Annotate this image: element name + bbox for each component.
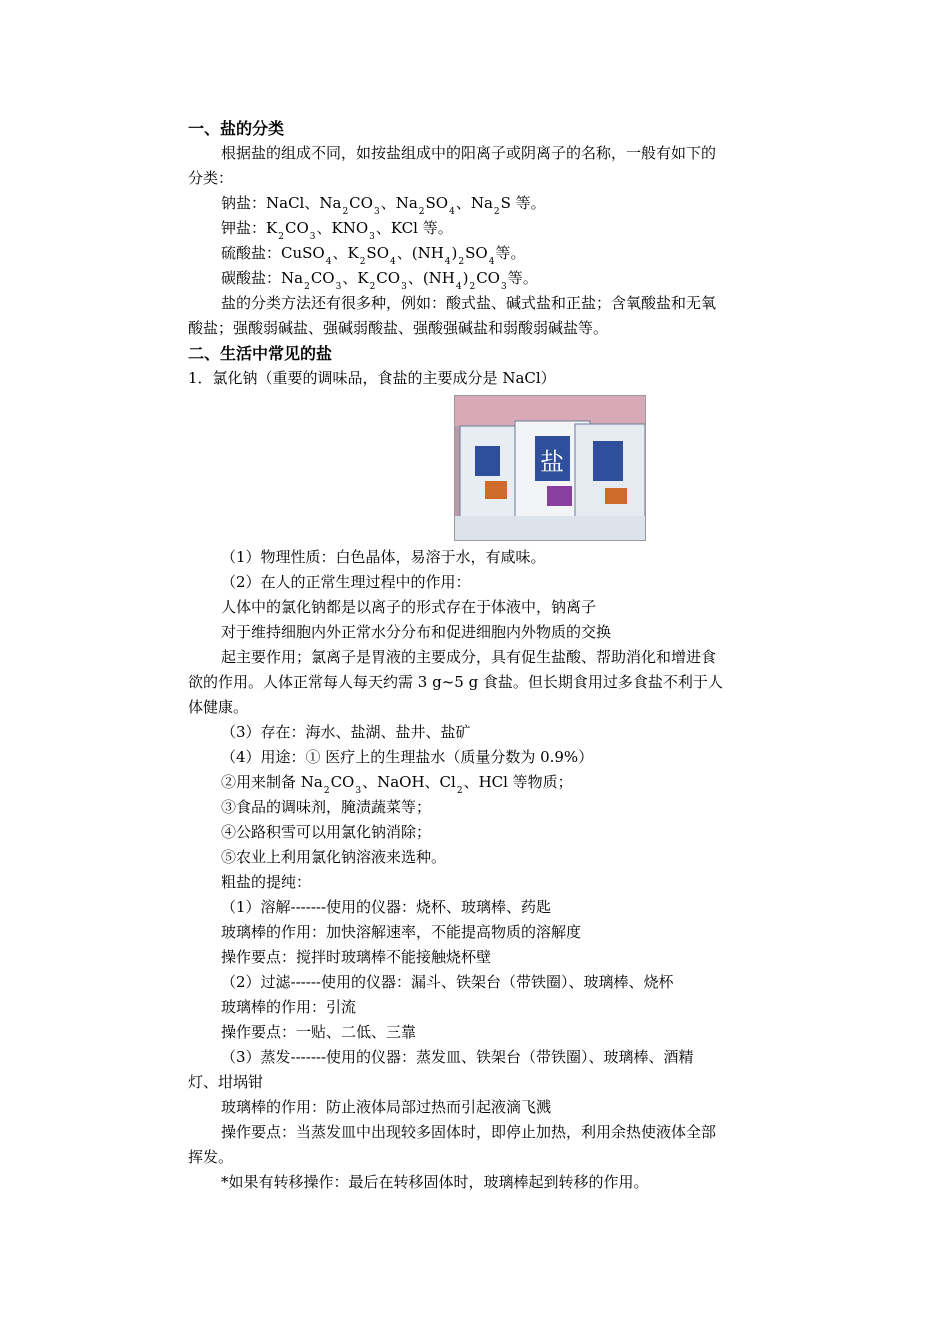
paragraph: 欲的作用。人体正常每人每天约需 3 g~5 g 食盐。但长期食用过多食盐不利于人: [188, 673, 723, 691]
paragraph: 体健康。: [188, 698, 249, 716]
paragraph: 人体中的氯化钠都是以离子的形式存在于体液中，钠离子: [221, 598, 597, 616]
step-line: 操作要点：搅拌时玻璃棒不能接触烧杯壁: [221, 948, 492, 966]
potassium-salts-line: 钾盐：$K_2CO_3$、$KNO_3$、KCl 等。: [221, 219, 453, 242]
salt-package-photo: [454, 395, 646, 541]
use-line: ④公路积雪可以用氯化钠消除；: [221, 823, 432, 841]
paragraph: 酸盐；强酸弱碱盐、强碱弱酸盐、强酸强碱盐和弱酸弱碱盐等。: [188, 319, 609, 337]
paragraph: 起主要作用；氯离子是胃液的主要成分，具有促生盐酸、帮助消化和增进食: [221, 648, 717, 666]
step-line: 操作要点：一贴、二低、三靠: [221, 1023, 417, 1041]
carbonate-salts-line: 碳酸盐：$Na_2CO_3$、$K_2CO_3$、$(NH_4)_2CO_3$等。: [221, 269, 538, 292]
paragraph: 根据盐的组成不同，如按盐组成中的阳离子或阴离子的名称，一般有如下的: [221, 144, 717, 162]
subsection-title: 1．氯化钠（重要的调味品，食盐的主要成分是 NaCl）: [188, 369, 556, 387]
step-line: 挥发。: [188, 1148, 234, 1166]
paragraph: （2）在人的正常生理过程中的作用：: [221, 573, 471, 591]
paragraph: 粗盐的提纯：: [221, 873, 312, 891]
step-line: 玻璃棒的作用：防止液体局部过热而引起液滴飞溅: [221, 1098, 552, 1116]
use-line: ⑤农业上利用氯化钠溶液来选种。: [221, 848, 447, 866]
use-line: ②用来制备 $Na_2CO_3$、NaOH、$Cl_2$、HCl 等物质；: [221, 773, 573, 796]
step-line: （2）过滤------使用的仪器：漏斗、铁架台（带铁圈）、玻璃棒、烧杯: [221, 973, 674, 991]
paragraph: （4）用途：① 医疗上的生理盐水（质量分数为 0.9%）: [221, 748, 594, 766]
sodium-salts-line: 钠盐：NaCl、$Na_2CO_3$、$Na_2SO_4$、$Na_2S$ 等。: [221, 194, 546, 217]
use-line: ③食品的调味剂，腌渍蔬菜等；: [221, 798, 432, 816]
photo-salt-character: 盐: [540, 448, 564, 476]
section-title: 一、盐的分类: [188, 119, 285, 138]
step-line: 操作要点：当蒸发皿中出现较多固体时，即停止加热，利用余热使液体全部: [221, 1123, 717, 1141]
paragraph: （3）存在：海水、盐湖、盐井、盐矿: [221, 723, 471, 741]
document-page: [188, 116, 778, 1195]
paragraph: （1）物理性质：白色晶体，易溶于水，有咸味。: [221, 548, 546, 566]
step-line: 玻璃棒的作用：加快溶解速率，不能提高物质的溶解度: [221, 923, 582, 941]
salt-package-illustration: [455, 396, 645, 540]
step-line: 玻璃棒的作用：引流: [221, 998, 357, 1016]
section-title: 二、生活中常见的盐: [188, 344, 333, 363]
step-line: *如果有转移操作：最后在转移固体时，玻璃棒起到转移的作用。: [221, 1173, 649, 1191]
sulfate-salts-line: 硫酸盐：CuSO$_4$、$K_2SO_4$、$(NH_4)_2SO_4$等。: [221, 244, 526, 267]
step-line: 灯、坩埚钳: [188, 1073, 264, 1091]
paragraph: 分类：: [188, 169, 234, 187]
paragraph: 对于维持细胞内外正常水分分布和促进细胞内外物质的交换: [221, 623, 612, 641]
paragraph: 盐的分类方法还有很多种，例如：酸式盐、碱式盐和正盐；含氧酸盐和无氧: [221, 294, 717, 312]
step-line: （3）蒸发-------使用的仪器：蒸发皿、铁架台（带铁圈）、玻璃棒、酒精: [221, 1048, 694, 1066]
step-line: （1）溶解-------使用的仪器：烧杯、玻璃棒、药匙: [221, 898, 552, 916]
